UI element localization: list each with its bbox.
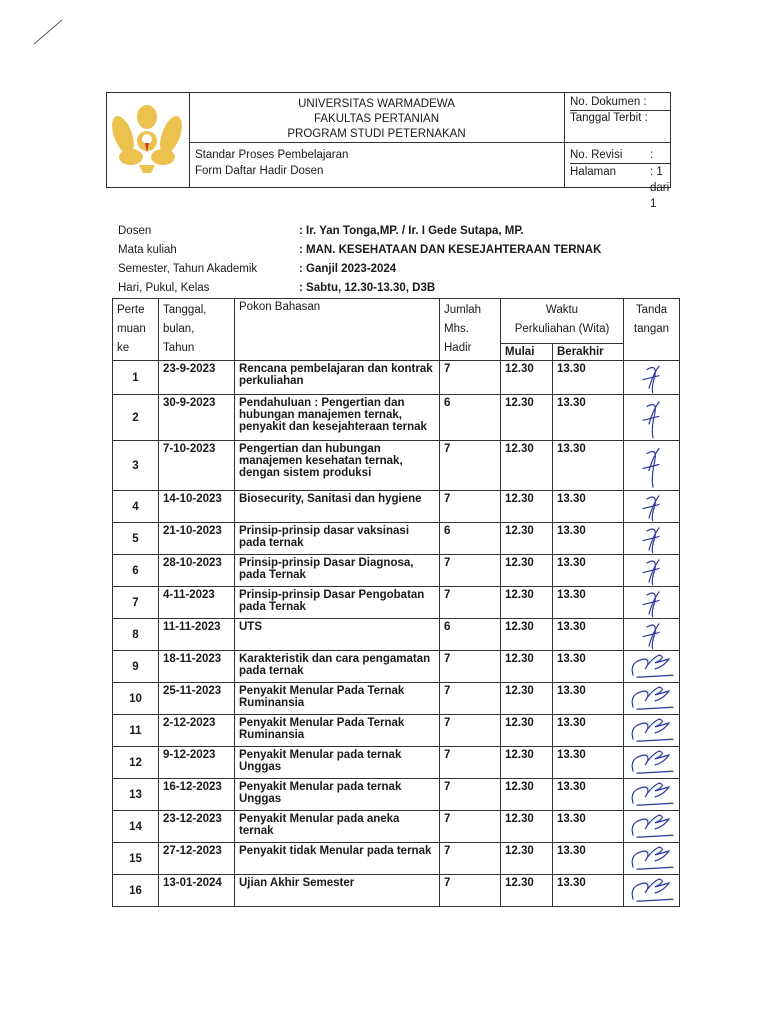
initial-signature-icon: [625, 587, 679, 617]
row-count: 7: [440, 441, 501, 491]
row-count: 7: [440, 361, 501, 395]
cursive-signature-icon: [625, 651, 679, 681]
row-signature-cell: [624, 555, 680, 587]
initial-signature-icon: [625, 491, 679, 521]
row-start-time: 12.30: [501, 651, 553, 683]
doc-meta-bottom: [565, 143, 670, 210]
semester-label: Semester, Tahun Akademik: [118, 263, 258, 275]
row-number: 1: [113, 361, 159, 395]
sign-header-line: Tanda: [635, 304, 668, 316]
row-end-time: 13.30: [553, 683, 624, 715]
row-date: 14-10-2023: [159, 491, 235, 523]
row-signature-cell: [624, 395, 680, 441]
meeting-header-line: muan: [117, 323, 146, 335]
row-signature-cell: [624, 361, 680, 395]
schedule-value: : Sabtu, 12.30-13.30, D3B: [299, 282, 436, 294]
row-count: 7: [440, 875, 501, 907]
row-count: 6: [440, 395, 501, 441]
row-signature-cell: [624, 875, 680, 907]
table-row: [113, 555, 680, 587]
cursive-signature-icon: [625, 843, 679, 873]
row-end-time: 13.30: [553, 491, 624, 523]
cursive-signature-icon: [625, 875, 679, 905]
course-label: Mata kuliah: [118, 244, 177, 256]
row-date: 21-10-2023: [159, 523, 235, 555]
table-row: [113, 779, 680, 811]
row-start-time: 12.30: [501, 843, 553, 875]
cursive-signature-icon: [625, 715, 679, 745]
meeting-header-line: Perte: [117, 304, 145, 316]
row-count: 7: [440, 683, 501, 715]
table-row: [113, 441, 680, 491]
row-topic: Ujian Akhir Semester: [235, 875, 440, 907]
row-end-time: 13.30: [553, 875, 624, 907]
time-header-line: Perkuliahan (Wita): [514, 323, 610, 335]
row-number: 14: [113, 811, 159, 843]
row-end-time: 13.30: [553, 619, 624, 651]
logo-cell: [107, 93, 190, 187]
row-signature-cell: [624, 747, 680, 779]
row-number: 16: [113, 875, 159, 907]
sign-header-line: tangan: [633, 323, 670, 335]
faculty-name: FAKULTAS PERTANIAN: [313, 113, 440, 125]
row-topic: Penyakit Menular Pada Ternak Ruminansia: [235, 683, 440, 715]
cursive-signature-icon: [625, 779, 679, 809]
university-name: UNIVERSITAS WARMADEWA: [298, 98, 455, 110]
row-number: 13: [113, 779, 159, 811]
page-value: : 1 dari 1: [650, 166, 670, 210]
row-topic: Penyakit Menular pada aneka ternak: [235, 811, 440, 843]
row-date: 7-10-2023: [159, 441, 235, 491]
date-header: [159, 299, 235, 361]
row-date: 27-12-2023: [159, 843, 235, 875]
table-row: [113, 875, 680, 907]
row-start-time: 12.30: [501, 555, 553, 587]
course-value: : MAN. KESEHATAAN DAN KESEJAHTERAAN TERNAK: [299, 244, 602, 256]
initial-signature-icon: [625, 619, 679, 649]
meeting-header-line: ke: [117, 342, 130, 354]
row-topic: Karakteristik dan cara pengamatan pada ternak: [235, 651, 440, 683]
row-signature-cell: [624, 779, 680, 811]
university-crest-icon: [109, 99, 185, 179]
end-header: Berakhir: [553, 344, 624, 361]
row-start-time: 12.30: [501, 875, 553, 907]
row-end-time: 13.30: [553, 747, 624, 779]
row-signature-cell: [624, 651, 680, 683]
lecturer-label: Dosen: [118, 225, 152, 237]
row-number: 7: [113, 587, 159, 619]
row-signature-cell: [624, 523, 680, 555]
row-signature-cell: [624, 811, 680, 843]
row-number: 15: [113, 843, 159, 875]
table-row: [113, 491, 680, 523]
row-date: 18-11-2023: [159, 651, 235, 683]
initial-signature-icon: [625, 441, 679, 489]
count-header-line: Jumlah: [444, 304, 482, 316]
issue-date-label: Tanggal Terbit :: [570, 112, 648, 124]
row-number: 4: [113, 491, 159, 523]
row-signature-cell: [624, 715, 680, 747]
page-row: [570, 166, 670, 210]
table-row: [113, 811, 680, 843]
row-count: 7: [440, 747, 501, 779]
table-row: [113, 587, 680, 619]
row-signature-cell: [624, 441, 680, 491]
row-date: 4-11-2023: [159, 587, 235, 619]
row-topic: Penyakit Menular pada ternak Unggas: [235, 747, 440, 779]
document-type: [189, 143, 565, 187]
table-row: [113, 683, 680, 715]
row-signature-cell: [624, 587, 680, 619]
table-row: [113, 395, 680, 441]
doc-number-label: No. Dokumen :: [570, 95, 670, 111]
row-signature-cell: [624, 491, 680, 523]
row-end-time: 13.30: [553, 361, 624, 395]
row-count: 7: [440, 779, 501, 811]
row-number: 5: [113, 523, 159, 555]
row-topic: Prinsip-prinsip dasar vaksinasi pada ternak: [235, 523, 440, 555]
row-topic: Penyakit Menular pada ternak Unggas: [235, 779, 440, 811]
row-end-time: 13.30: [553, 651, 624, 683]
row-end-time: 13.30: [553, 555, 624, 587]
start-header: Mulai: [501, 344, 553, 361]
revision-label: No. Revisi: [570, 149, 623, 161]
row-signature-cell: [624, 619, 680, 651]
page-label: Halaman: [570, 166, 617, 178]
row-signature-cell: [624, 683, 680, 715]
row-end-time: 13.30: [553, 811, 624, 843]
row-date: 16-12-2023: [159, 779, 235, 811]
count-header: [440, 299, 501, 361]
row-end-time: 13.30: [553, 523, 624, 555]
row-count: 7: [440, 587, 501, 619]
initial-signature-icon: [625, 361, 679, 393]
cursive-signature-icon: [625, 683, 679, 713]
row-start-time: 12.30: [501, 747, 553, 779]
row-topic: UTS: [235, 619, 440, 651]
pen-stroke-mark: [0, 0, 80, 50]
row-start-time: 12.30: [501, 491, 553, 523]
date-header-line: Tahun: [163, 342, 195, 354]
row-end-time: 13.30: [553, 441, 624, 491]
row-end-time: 13.30: [553, 715, 624, 747]
topic-header-label: Pokon Bahasan: [239, 301, 321, 313]
row-end-time: 13.30: [553, 395, 624, 441]
count-header-line: Hadir: [444, 342, 472, 354]
cursive-signature-icon: [625, 811, 679, 841]
row-count: 6: [440, 523, 501, 555]
revision-row: [570, 147, 670, 164]
row-count: 7: [440, 811, 501, 843]
row-topic: Biosecurity, Sanitasi dan hygiene: [235, 491, 440, 523]
row-end-time: 13.30: [553, 587, 624, 619]
row-topic: Prinsip-prinsip Dasar Pengobatan pada Ternak: [235, 587, 440, 619]
header-row: [113, 299, 680, 344]
topic-header: [235, 299, 440, 361]
date-header-line: bulan,: [163, 323, 195, 335]
row-signature-cell: [624, 843, 680, 875]
row-topic: Penyakit Menular Pada Ternak Ruminansia: [235, 715, 440, 747]
row-date: 11-11-2023: [159, 619, 235, 651]
row-date: 28-10-2023: [159, 555, 235, 587]
form-name: Form Daftar Hadir Dosen: [195, 165, 324, 177]
row-date: 2-12-2023: [159, 715, 235, 747]
program-name: PROGRAM STUDI PETERNAKAN: [287, 128, 466, 140]
row-count: 6: [440, 619, 501, 651]
schedule-label: Hari, Pukul, Kelas: [118, 282, 210, 294]
table-row: [113, 843, 680, 875]
row-start-time: 12.30: [501, 619, 553, 651]
row-count: 7: [440, 651, 501, 683]
time-header-line: Waktu: [545, 304, 579, 316]
revision-value: :: [650, 149, 654, 161]
attendance-table: [112, 298, 680, 907]
row-start-time: 12.30: [501, 587, 553, 619]
row-count: 7: [440, 715, 501, 747]
lecturer-value: : Ir. Yan Tonga,MP. / Ir. I Gede Sutapa, MP.: [299, 225, 524, 237]
row-date: 9-12-2023: [159, 747, 235, 779]
row-topic: Penyakit tidak Menular pada ternak: [235, 843, 440, 875]
standard-name: Standar Proses Pembelajaran: [195, 149, 349, 161]
sign-header: [624, 299, 680, 361]
table-row: [113, 523, 680, 555]
institution-title: [189, 93, 565, 143]
count-header-line: Mhs.: [444, 323, 469, 335]
row-topic: Pendahuluan : Pengertian dan hubungan manajemen ternak, penyakit dan kesejahteraan ternak: [235, 395, 440, 441]
row-date: 25-11-2023: [159, 683, 235, 715]
row-date: 23-12-2023: [159, 811, 235, 843]
row-start-time: 12.30: [501, 715, 553, 747]
initial-signature-icon: [625, 555, 679, 585]
table-row: [113, 715, 680, 747]
table-row: [113, 651, 680, 683]
row-number: 12: [113, 747, 159, 779]
table-row: [113, 619, 680, 651]
row-number: 6: [113, 555, 159, 587]
row-end-time: 13.30: [553, 779, 624, 811]
row-start-time: 12.30: [501, 779, 553, 811]
semester-value: : Ganjil 2023-2024: [299, 263, 397, 275]
row-number: 8: [113, 619, 159, 651]
cursive-signature-icon: [625, 747, 679, 777]
initial-signature-icon: [625, 523, 679, 553]
row-date: 30-9-2023: [159, 395, 235, 441]
row-topic: Pengertian dan hubungan manajemen kesehatan ternak, dengan sistem produksi: [235, 441, 440, 491]
table-row: [113, 361, 680, 395]
row-start-time: 12.30: [501, 441, 553, 491]
document-meta: [565, 93, 670, 210]
row-topic: Rencana pembelajaran dan kontrak perkuliahan: [235, 361, 440, 395]
row-count: 7: [440, 843, 501, 875]
row-count: 7: [440, 491, 501, 523]
table-row: [113, 747, 680, 779]
attendance-body: [113, 361, 680, 907]
row-end-time: 13.30: [553, 843, 624, 875]
row-start-time: 12.30: [501, 523, 553, 555]
doc-meta-top: [565, 93, 670, 143]
document-header: [106, 92, 671, 210]
row-date: 13-01-2024: [159, 875, 235, 907]
row-count: 7: [440, 555, 501, 587]
row-start-time: 12.30: [501, 361, 553, 395]
row-topic: Prinsip-prinsip Dasar Diagnosa, pada Ternak: [235, 555, 440, 587]
row-number: 9: [113, 651, 159, 683]
row-date: 23-9-2023: [159, 361, 235, 395]
initial-signature-icon: [625, 395, 679, 439]
row-start-time: 12.30: [501, 683, 553, 715]
row-start-time: 12.30: [501, 395, 553, 441]
date-header-line: Tanggal,: [163, 304, 207, 316]
row-number: 3: [113, 441, 159, 491]
meeting-header: [113, 299, 159, 361]
row-start-time: 12.30: [501, 811, 553, 843]
row-number: 11: [113, 715, 159, 747]
row-number: 10: [113, 683, 159, 715]
time-header: [501, 299, 624, 344]
row-number: 2: [113, 395, 159, 441]
